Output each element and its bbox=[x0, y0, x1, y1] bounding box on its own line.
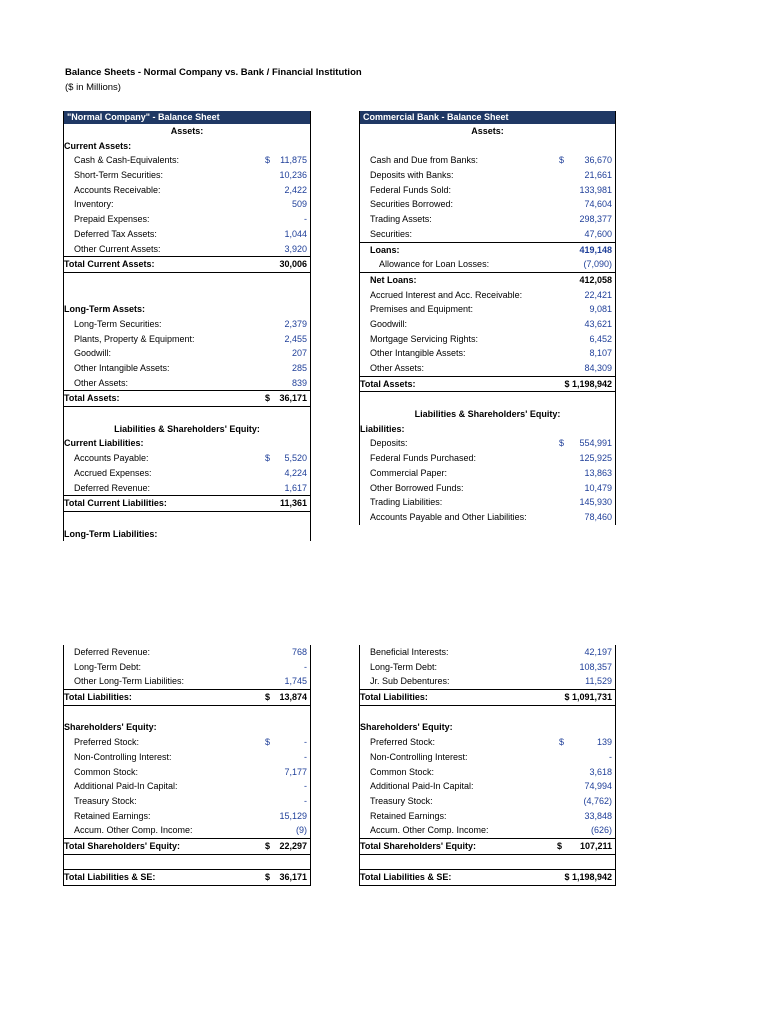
total-equity-dollar: $ bbox=[265, 840, 271, 851]
total-current-assets-value: 30,006 bbox=[279, 259, 307, 270]
bank-asset-label: Other Intangible Assets: bbox=[370, 348, 466, 359]
current-assets-list bbox=[64, 153, 310, 256]
bank-total-equity-dollar: $ bbox=[557, 840, 563, 851]
bank-liability-row bbox=[360, 481, 615, 496]
bank-asset-value: 298,377 bbox=[579, 214, 612, 225]
bank-asset-row bbox=[360, 183, 615, 198]
bank-asset-label: Other Assets: bbox=[370, 363, 425, 373]
loans-value: 419,148 bbox=[579, 244, 612, 255]
current-liability-label: Deferred Revenue: bbox=[74, 482, 151, 493]
equity-item-label: Retained Earnings: bbox=[74, 810, 151, 821]
bank-liability-value: 13,863 bbox=[584, 467, 612, 478]
equity-item-value: 15,129 bbox=[279, 810, 307, 821]
bank-asset-label: Securities: bbox=[370, 228, 413, 239]
bank-total-liabilities-value: $ 1,091,731 bbox=[564, 692, 612, 703]
bank-equity-item-dollar: $ bbox=[559, 737, 565, 748]
equity-item-dollar: $ bbox=[265, 737, 271, 748]
long-term-asset-value: 285 bbox=[291, 363, 307, 373]
equity-item-label: Treasury Stock: bbox=[74, 795, 137, 806]
current-liability-dollar: $ bbox=[265, 453, 271, 464]
bank-liability-value: 125,925 bbox=[579, 453, 612, 464]
equity-item-row bbox=[64, 735, 310, 750]
long-term-asset-value: 2,455 bbox=[284, 333, 307, 344]
current-liability-row bbox=[64, 481, 310, 496]
normal-company-header: "Normal Company" - Balance Sheet bbox=[64, 111, 310, 124]
bank-equity-item-value: 3,618 bbox=[589, 766, 612, 777]
long-term-liability-label: Deferred Revenue: bbox=[74, 647, 151, 657]
equity-item-value: - bbox=[304, 737, 307, 748]
total-current-liabilities-value: 11,361 bbox=[279, 498, 307, 509]
bank-asset-value: 74,604 bbox=[584, 199, 612, 210]
bank-liability-value: 10,479 bbox=[584, 482, 612, 493]
equity-item-row bbox=[64, 809, 310, 824]
commercial-bank-header: Commercial Bank - Balance Sheet bbox=[360, 111, 615, 124]
long-term-liability-value: 1,745 bbox=[284, 676, 307, 687]
long-term-liability-label: Long-Term Debt: bbox=[74, 661, 142, 672]
bank-total-equity-value: 107,211 bbox=[579, 840, 612, 851]
bank-equity-item-label: Treasury Stock: bbox=[370, 795, 433, 806]
long-term-asset-label: Other Assets: bbox=[74, 377, 129, 388]
bank-asset-row bbox=[360, 317, 615, 332]
total-equity-value: 22,297 bbox=[279, 840, 307, 851]
bank-asset-value: 36,670 bbox=[584, 155, 612, 166]
total-liabilities-dollar: $ bbox=[265, 692, 271, 703]
long-term-asset-row bbox=[64, 346, 310, 361]
current-asset-row bbox=[64, 168, 310, 183]
bank-asset-label: Goodwill: bbox=[370, 318, 408, 329]
current-asset-label: Prepaid Expenses: bbox=[74, 214, 150, 225]
bank-equity-heading: Shareholders' Equity: bbox=[360, 722, 453, 733]
bank-asset-label: Deposits with Banks: bbox=[370, 170, 454, 181]
commercial-bank-panel-top bbox=[359, 111, 616, 525]
allowance-label: Allowance for Loan Losses: bbox=[379, 259, 490, 270]
bank-assets-heading: Assets: bbox=[471, 126, 504, 136]
total-liab-se-value: 36,171 bbox=[279, 872, 307, 883]
bank-equity-item-row bbox=[360, 794, 615, 809]
long-term-liability-label: Other Long-Term Liabilities: bbox=[74, 676, 185, 687]
equity-item-value: - bbox=[304, 795, 307, 806]
bank-equity-item-label: Non-Controlling Interest: bbox=[370, 751, 468, 762]
bank-liabilities-top-list bbox=[360, 436, 615, 524]
current-asset-row bbox=[64, 242, 310, 257]
bank-equity-item-value: 33,848 bbox=[584, 810, 612, 821]
bank-asset-row bbox=[360, 361, 615, 376]
current-liabilities-heading: Current Liabilities: bbox=[64, 438, 144, 449]
equity-item-row bbox=[64, 765, 310, 780]
equity-item-label: Additional Paid-In Capital: bbox=[74, 781, 178, 792]
bank-liabilities-bottom-list bbox=[360, 645, 615, 689]
bank-equity-item-value: 74,994 bbox=[584, 781, 612, 792]
total-assets-dollar: $ bbox=[265, 393, 271, 404]
normal-company-panel-top bbox=[63, 111, 311, 541]
equity-item-row bbox=[64, 750, 310, 765]
total-liabilities-label: Total Liabilities: bbox=[64, 692, 132, 703]
equity-item-label: Common Stock: bbox=[74, 766, 139, 777]
long-term-asset-row bbox=[64, 361, 310, 376]
bank-equity-item-label: Retained Earnings: bbox=[370, 810, 447, 821]
bank-liability-row bbox=[360, 510, 615, 525]
bank-asset-label: Premises and Equipment: bbox=[370, 304, 474, 315]
normal-company-panel-bottom bbox=[63, 645, 311, 886]
bank-asset-label: Cash and Due from Banks: bbox=[370, 155, 479, 166]
bank-equity-item-label: Preferred Stock: bbox=[370, 737, 436, 748]
long-term-liability-row bbox=[64, 660, 310, 675]
equity-list bbox=[64, 735, 310, 838]
current-asset-row bbox=[64, 212, 310, 227]
long-term-liability-row bbox=[64, 645, 310, 660]
current-asset-value: 11,875 bbox=[280, 155, 307, 166]
current-asset-value: - bbox=[304, 214, 307, 225]
current-asset-label: Short-Term Securities: bbox=[74, 170, 164, 181]
long-term-asset-value: 2,379 bbox=[284, 318, 307, 329]
equity-item-row bbox=[64, 779, 310, 794]
long-term-asset-row bbox=[64, 317, 310, 332]
bank-equity-item-value: (626) bbox=[590, 825, 612, 836]
bank-liability-label: Other Borrowed Funds: bbox=[370, 482, 464, 493]
bank-asset-value: 43,621 bbox=[584, 318, 612, 329]
equity-item-label: Non-Controlling Interest: bbox=[74, 751, 172, 762]
total-current-liabilities-label: Total Current Liabilities: bbox=[64, 498, 167, 509]
bank-equity-item-row bbox=[360, 765, 615, 780]
bank-liability-label: Federal Funds Purchased: bbox=[370, 453, 477, 464]
bank-asset-label: Trading Assets: bbox=[370, 214, 432, 225]
bank-assets-bottom-list bbox=[360, 288, 615, 376]
current-liabilities-list bbox=[64, 451, 310, 495]
bank-equity-item-value: 139 bbox=[596, 737, 612, 748]
bank-asset-label: Securities Borrowed: bbox=[370, 199, 454, 210]
current-asset-label: Cash & Cash-Equivalents: bbox=[74, 155, 180, 166]
bank-equity-item-label: Additional Paid-In Capital: bbox=[370, 781, 474, 792]
current-liability-value: 1,617 bbox=[284, 482, 307, 493]
equity-item-value: 7,177 bbox=[284, 766, 307, 777]
bank-equity-item-label: Accum. Other Comp. Income: bbox=[370, 825, 489, 836]
bank-liability-label: Beneficial Interests: bbox=[370, 647, 449, 657]
current-asset-row bbox=[64, 197, 310, 212]
bank-asset-row bbox=[360, 346, 615, 361]
bank-asset-label: Federal Funds Sold: bbox=[370, 184, 452, 195]
bank-asset-row bbox=[360, 302, 615, 317]
bank-liability-value: 554,991 bbox=[579, 438, 612, 449]
bank-liability-row bbox=[360, 451, 615, 466]
bank-liability-dollar: $ bbox=[559, 438, 565, 449]
bank-asset-row bbox=[360, 227, 615, 242]
bank-liability-label: Commercial Paper: bbox=[370, 467, 448, 478]
long-term-liability-value: - bbox=[304, 661, 307, 672]
bank-liability-row bbox=[360, 645, 615, 660]
equity-heading: Shareholders' Equity: bbox=[64, 722, 157, 733]
bank-equity-item-value: - bbox=[609, 751, 612, 762]
bank-liability-row bbox=[360, 466, 615, 481]
bank-asset-row bbox=[360, 288, 615, 303]
bank-equity-item-row bbox=[360, 779, 615, 794]
current-assets-heading: Current Assets: bbox=[64, 140, 132, 151]
net-loans-value: 412,058 bbox=[579, 274, 612, 285]
total-liab-se-label: Total Liabilities & SE: bbox=[64, 872, 156, 883]
bank-asset-value: 22,421 bbox=[584, 289, 612, 300]
page-subtitle: ($ in Millions) bbox=[65, 82, 121, 93]
current-liability-row bbox=[64, 466, 310, 481]
bank-liabilities-heading: Liabilities: bbox=[360, 423, 405, 434]
bank-liability-value: 108,357 bbox=[579, 661, 612, 672]
bank-asset-value: 133,981 bbox=[579, 184, 612, 195]
loans-label: Loans: bbox=[370, 244, 400, 255]
bank-equity-item-label: Common Stock: bbox=[370, 766, 435, 777]
long-term-asset-label: Plants, Property & Equipment: bbox=[74, 333, 195, 344]
bank-equity-list bbox=[360, 735, 615, 838]
total-current-assets-label: Total Current Assets: bbox=[64, 259, 155, 270]
current-asset-value: 509 bbox=[291, 199, 307, 210]
bank-asset-label: Mortgage Servicing Rights: bbox=[370, 333, 479, 344]
total-assets-label: Total Assets: bbox=[64, 393, 120, 404]
bank-asset-value: 9,081 bbox=[589, 304, 612, 315]
total-equity-label: Total Shareholders' Equity: bbox=[64, 840, 180, 851]
current-liability-value: 5,520 bbox=[284, 453, 307, 464]
bank-asset-dollar: $ bbox=[559, 155, 565, 166]
current-asset-label: Accounts Receivable: bbox=[74, 184, 161, 195]
long-term-asset-label: Other Intangible Assets: bbox=[74, 363, 170, 373]
bank-total-assets-value: $ 1,198,942 bbox=[564, 378, 612, 389]
bank-asset-value: 8,107 bbox=[589, 348, 612, 359]
current-liability-value: 4,224 bbox=[284, 467, 307, 478]
bank-liability-value: 145,930 bbox=[579, 497, 612, 508]
bank-equity-item-value: (4,762) bbox=[583, 795, 612, 806]
bank-liability-value: 42,197 bbox=[584, 647, 612, 657]
long-term-asset-label: Goodwill: bbox=[74, 348, 112, 359]
bank-asset-row bbox=[360, 197, 615, 212]
bank-total-liab-se-value: $ 1,198,942 bbox=[564, 872, 612, 883]
current-asset-dollar: $ bbox=[265, 155, 271, 166]
bank-equity-item-row bbox=[360, 809, 615, 824]
long-term-liabilities-list bbox=[64, 645, 310, 689]
bank-liability-row bbox=[360, 436, 615, 451]
current-asset-row bbox=[64, 153, 310, 168]
bank-liability-row bbox=[360, 674, 615, 689]
liabilities-equity-heading: Liabilities & Shareholders' Equity: bbox=[114, 423, 260, 434]
equity-item-value: - bbox=[304, 781, 307, 792]
current-asset-label: Inventory: bbox=[74, 199, 114, 210]
assets-heading: Assets: bbox=[170, 126, 204, 136]
bank-asset-label: Accrued Interest and Acc. Receivable: bbox=[370, 289, 523, 300]
current-asset-row bbox=[64, 183, 310, 198]
bank-asset-row bbox=[360, 153, 615, 168]
current-asset-value: 2,422 bbox=[284, 184, 307, 195]
bank-liability-value: 11,529 bbox=[585, 676, 612, 687]
bank-asset-row bbox=[360, 212, 615, 227]
long-term-liabilities-heading: Long-Term Liabilities: bbox=[64, 528, 158, 539]
long-term-assets-list bbox=[64, 317, 310, 390]
bank-asset-row bbox=[360, 332, 615, 347]
current-asset-value: 1,044 bbox=[284, 228, 307, 239]
equity-item-value: - bbox=[304, 751, 307, 762]
equity-item-label: Accum. Other Comp. Income: bbox=[74, 825, 193, 836]
equity-item-row bbox=[64, 794, 310, 809]
bank-assets-top-list bbox=[360, 153, 615, 241]
bank-asset-value: 21,661 bbox=[584, 170, 612, 181]
page-title: Balance Sheets - Normal Company vs. Bank / Financial Institution bbox=[65, 67, 362, 78]
net-loans-label: Net Loans: bbox=[370, 274, 417, 285]
bank-asset-value: 6,452 bbox=[589, 333, 612, 344]
bank-liability-label: Long-Term Debt: bbox=[370, 661, 438, 672]
long-term-asset-row bbox=[64, 332, 310, 347]
bank-liability-label: Accounts Payable and Other Liabilities: bbox=[370, 511, 527, 522]
bank-asset-value: 84,309 bbox=[584, 363, 612, 373]
bank-liabilities-equity-heading: Liabilities & Shareholders' Equity: bbox=[414, 409, 561, 420]
long-term-liability-value: 768 bbox=[291, 647, 307, 657]
bank-liability-row bbox=[360, 495, 615, 510]
bank-liability-label: Trading Liabilities: bbox=[370, 497, 443, 508]
bank-total-liab-se-label: Total Liabilities & SE: bbox=[360, 872, 452, 883]
long-term-asset-label: Long-Term Securities: bbox=[74, 318, 162, 329]
bank-equity-item-row bbox=[360, 750, 615, 765]
long-term-asset-row bbox=[64, 376, 310, 391]
total-liab-se-dollar: $ bbox=[265, 872, 271, 883]
current-asset-row bbox=[64, 227, 310, 242]
bank-liability-label: Deposits: bbox=[370, 438, 408, 449]
equity-item-row bbox=[64, 823, 310, 838]
bank-liability-value: 78,460 bbox=[584, 511, 612, 522]
bank-liability-row bbox=[360, 660, 615, 675]
long-term-asset-value: 839 bbox=[291, 377, 307, 388]
equity-item-label: Preferred Stock: bbox=[74, 737, 140, 748]
bank-total-equity-label: Total Shareholders' Equity: bbox=[360, 840, 476, 851]
bank-equity-item-row bbox=[360, 823, 615, 838]
bank-equity-item-row bbox=[360, 735, 615, 750]
bank-total-liabilities-label: Total Liabilities: bbox=[360, 692, 428, 703]
current-liability-label: Accounts Payable: bbox=[74, 453, 149, 464]
bank-liability-label: Jr. Sub Debentures: bbox=[370, 676, 450, 687]
current-liability-row bbox=[64, 451, 310, 466]
total-assets-value: 36,171 bbox=[279, 393, 307, 404]
long-term-asset-value: 207 bbox=[291, 348, 307, 359]
long-term-liability-row bbox=[64, 674, 310, 689]
total-liabilities-value: 13,874 bbox=[279, 692, 307, 703]
long-term-assets-heading: Long-Term Assets: bbox=[64, 304, 146, 315]
current-liability-label: Accrued Expenses: bbox=[74, 467, 152, 478]
current-asset-label: Other Current Assets: bbox=[74, 243, 161, 254]
equity-item-value: (9) bbox=[296, 825, 307, 836]
current-asset-label: Deferred Tax Assets: bbox=[74, 228, 157, 239]
current-asset-value: 3,920 bbox=[284, 243, 307, 254]
bank-total-assets-label: Total Assets: bbox=[360, 378, 416, 389]
current-asset-value: 10,236 bbox=[279, 170, 307, 181]
bank-asset-row bbox=[360, 168, 615, 183]
allowance-value: (7,090) bbox=[583, 259, 612, 270]
bank-asset-value: 47,600 bbox=[584, 228, 612, 239]
commercial-bank-panel-bottom bbox=[359, 645, 616, 886]
